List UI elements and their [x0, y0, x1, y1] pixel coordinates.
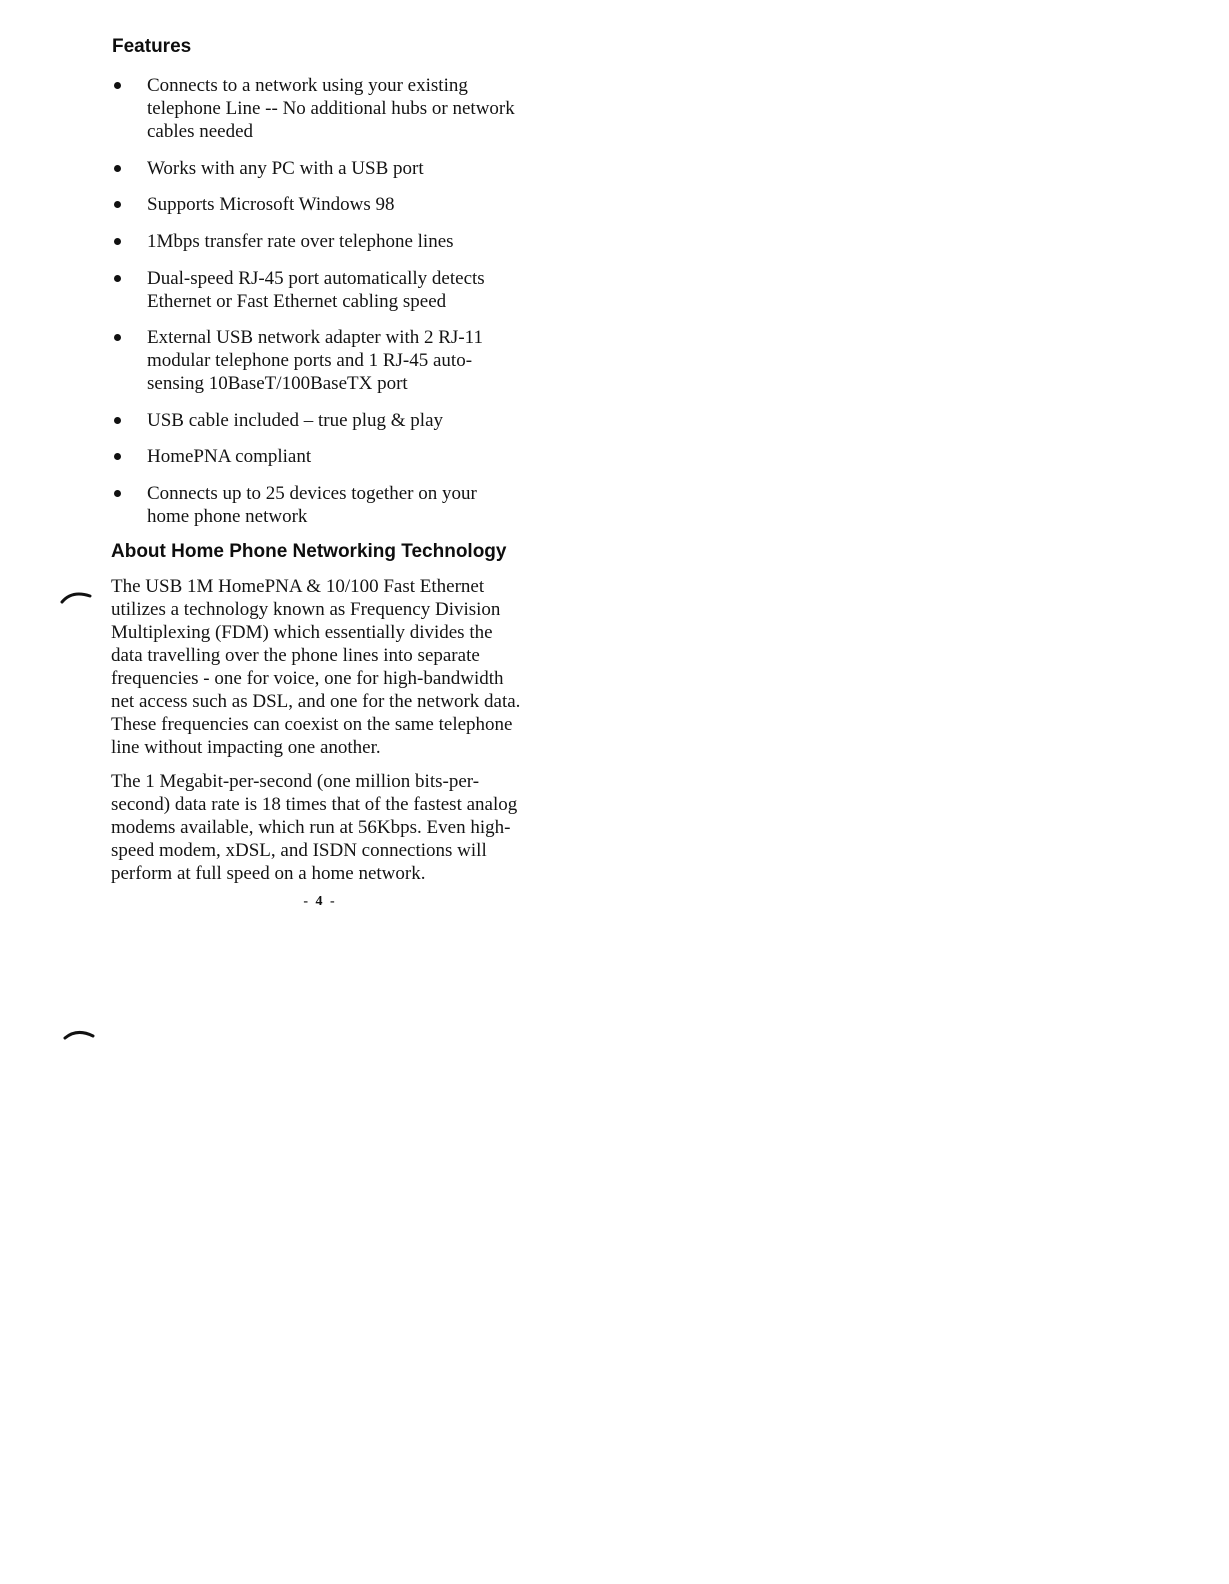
bullet-icon [114, 417, 121, 424]
bullet-icon [114, 334, 121, 341]
punch-hole-mark-icon [63, 1026, 97, 1044]
bullet-icon [114, 82, 121, 89]
list-item-text: HomePNA compliant [147, 446, 312, 467]
bullet-icon [114, 490, 121, 497]
about-paragraph-data-rate: The 1 Megabit-per-second (one million bits-per- second) data rate is 18 times that of the fastest analog modems available, which run at 56Kbps. Even high- speed modem, xDSL, and ISDN connections will perform at full speed on a home network. [111, 771, 518, 884]
bullet-icon [114, 238, 121, 245]
list-item-text: Connects to a network using your existing telephone Line -- No additional hubs or network cables needed [147, 75, 515, 142]
bullet-icon [114, 201, 121, 208]
list-item-text: 1Mbps transfer rate over telephone lines [147, 231, 454, 252]
list-item-text: Supports Microsoft Windows 98 [147, 194, 395, 215]
list-item-text: Dual-speed RJ-45 port automatically detects Ethernet or Fast Ethernet cabling speed [147, 268, 485, 312]
bullet-icon [114, 453, 121, 460]
page-number: - 4 - [303, 894, 337, 909]
features-heading: Features [112, 36, 192, 57]
bullet-icon [114, 165, 121, 172]
list-item-text: USB cable included – true plug & play [147, 410, 444, 431]
about-heading: About Home Phone Networking Technology [111, 541, 507, 562]
list-item-text: Connects up to 25 devices together on your home phone network [147, 483, 477, 527]
list-item-text: Works with any PC with a USB port [147, 158, 424, 179]
list-item-text: External USB network adapter with 2 RJ-11 modular telephone ports and 1 RJ-45 auto- sensing 10BaseT/100BaseTX port [147, 327, 483, 394]
about-paragraph-fdm: The USB 1M HomePNA & 10/100 Fast Ethernet utilizes a technology known as Frequency Division Multiplexing (FDM) which essentially divides the data travelling over the phone lines into separate frequencies - one for voice, one for high-bandwidth net access such as DSL, and one for the network data. These frequencies can coexist on the same telephone line without impacting one another. [111, 576, 521, 758]
punch-hole-mark-icon [60, 588, 94, 606]
bullet-icon [114, 275, 121, 282]
